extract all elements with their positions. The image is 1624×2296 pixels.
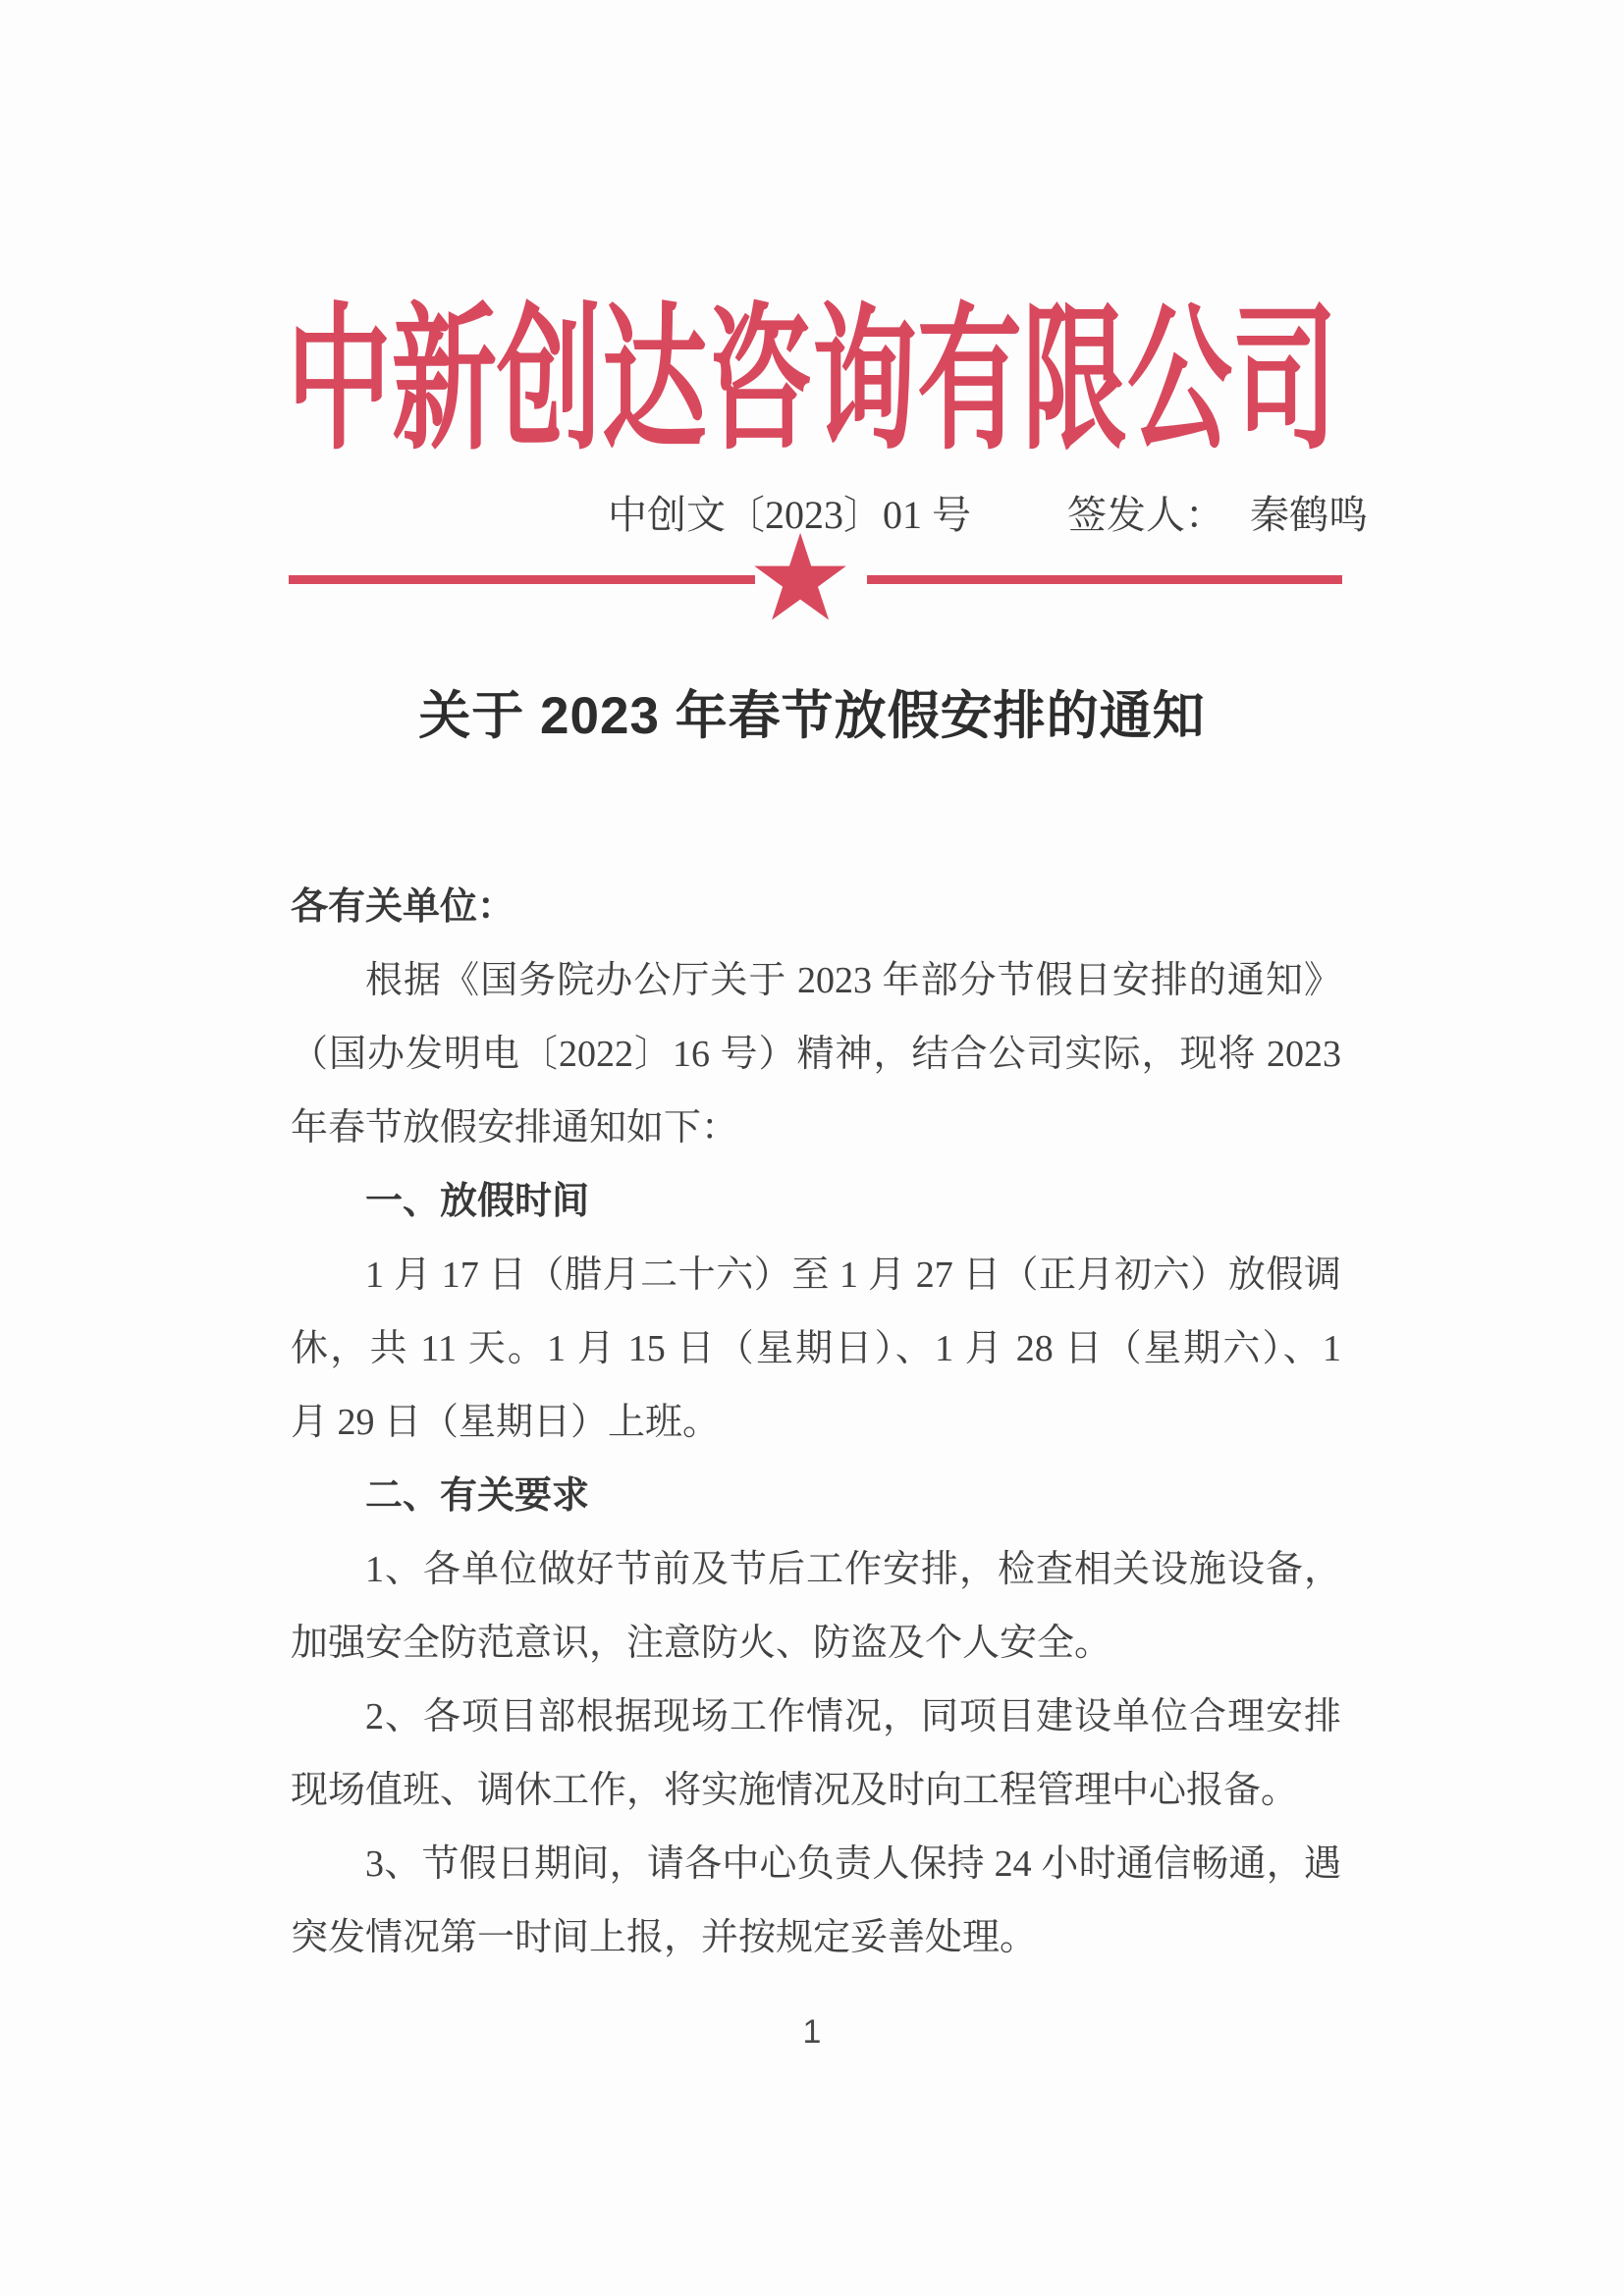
issuer-name: 秦鹤鸣 <box>1250 493 1368 537</box>
header-rule-right <box>867 575 1342 584</box>
notice-title: 关于 2023 年春节放假安排的通知 <box>418 687 1206 745</box>
body-line: 加强安全防范意识，注意防火、防盗及个人安全。 <box>291 1623 1112 1664</box>
body-line: 3、节假日期间，请各中心负责人保持 24 小时通信畅通，遇 <box>365 1843 1341 1885</box>
body-line: 突发情况第一时间上报，并按规定妥善处理。 <box>291 1917 1038 1958</box>
doc-meta-row <box>608 493 1368 538</box>
issuer <box>1067 493 1368 538</box>
section-heading: 二、有关要求 <box>365 1475 590 1517</box>
notice-body <box>291 871 1341 1975</box>
page-number: 1 <box>802 2013 822 2051</box>
body-line: 休，共 11 天。1 月 15 日（星期日）、1 月 28 日（星期六）、1 <box>291 1328 1341 1369</box>
body-line: 根据《国务院办公厅关于 2023 年部分节假日安排的通知》 <box>365 960 1341 1001</box>
body-line: 现场值班、调休工作，将实施情况及时向工程管理中心报备。 <box>291 1770 1299 1811</box>
body-line: 月 29 日（星期日）上班。 <box>291 1402 721 1443</box>
issuer-label: 签发人： <box>1067 493 1224 537</box>
body-line: 1 月 17 日（腊月二十六）至 1 月 27 日（正月初六）放假调 <box>365 1255 1341 1296</box>
header-rule-left <box>289 575 755 584</box>
salutation: 各有关单位： <box>291 886 515 928</box>
body-line: 年春节放假安排通知如下： <box>291 1107 739 1148</box>
section-heading: 一、放假时间 <box>365 1181 590 1222</box>
star-icon: ★ <box>746 508 854 648</box>
company-name: 中新创达咨询有限公司 <box>286 295 1337 470</box>
body-line: 1、各单位做好节前及节后工作安排，检查相关设施设备， <box>365 1549 1341 1590</box>
body-line: （国办发明电〔2022〕16 号）精神，结合公司实际，现将 2023 <box>291 1034 1341 1075</box>
doc-number: 中创文〔2023〕01 号 <box>608 493 971 537</box>
body-line: 2、各项目部根据现场工作情况，同项目建设单位合理安排 <box>365 1696 1341 1737</box>
